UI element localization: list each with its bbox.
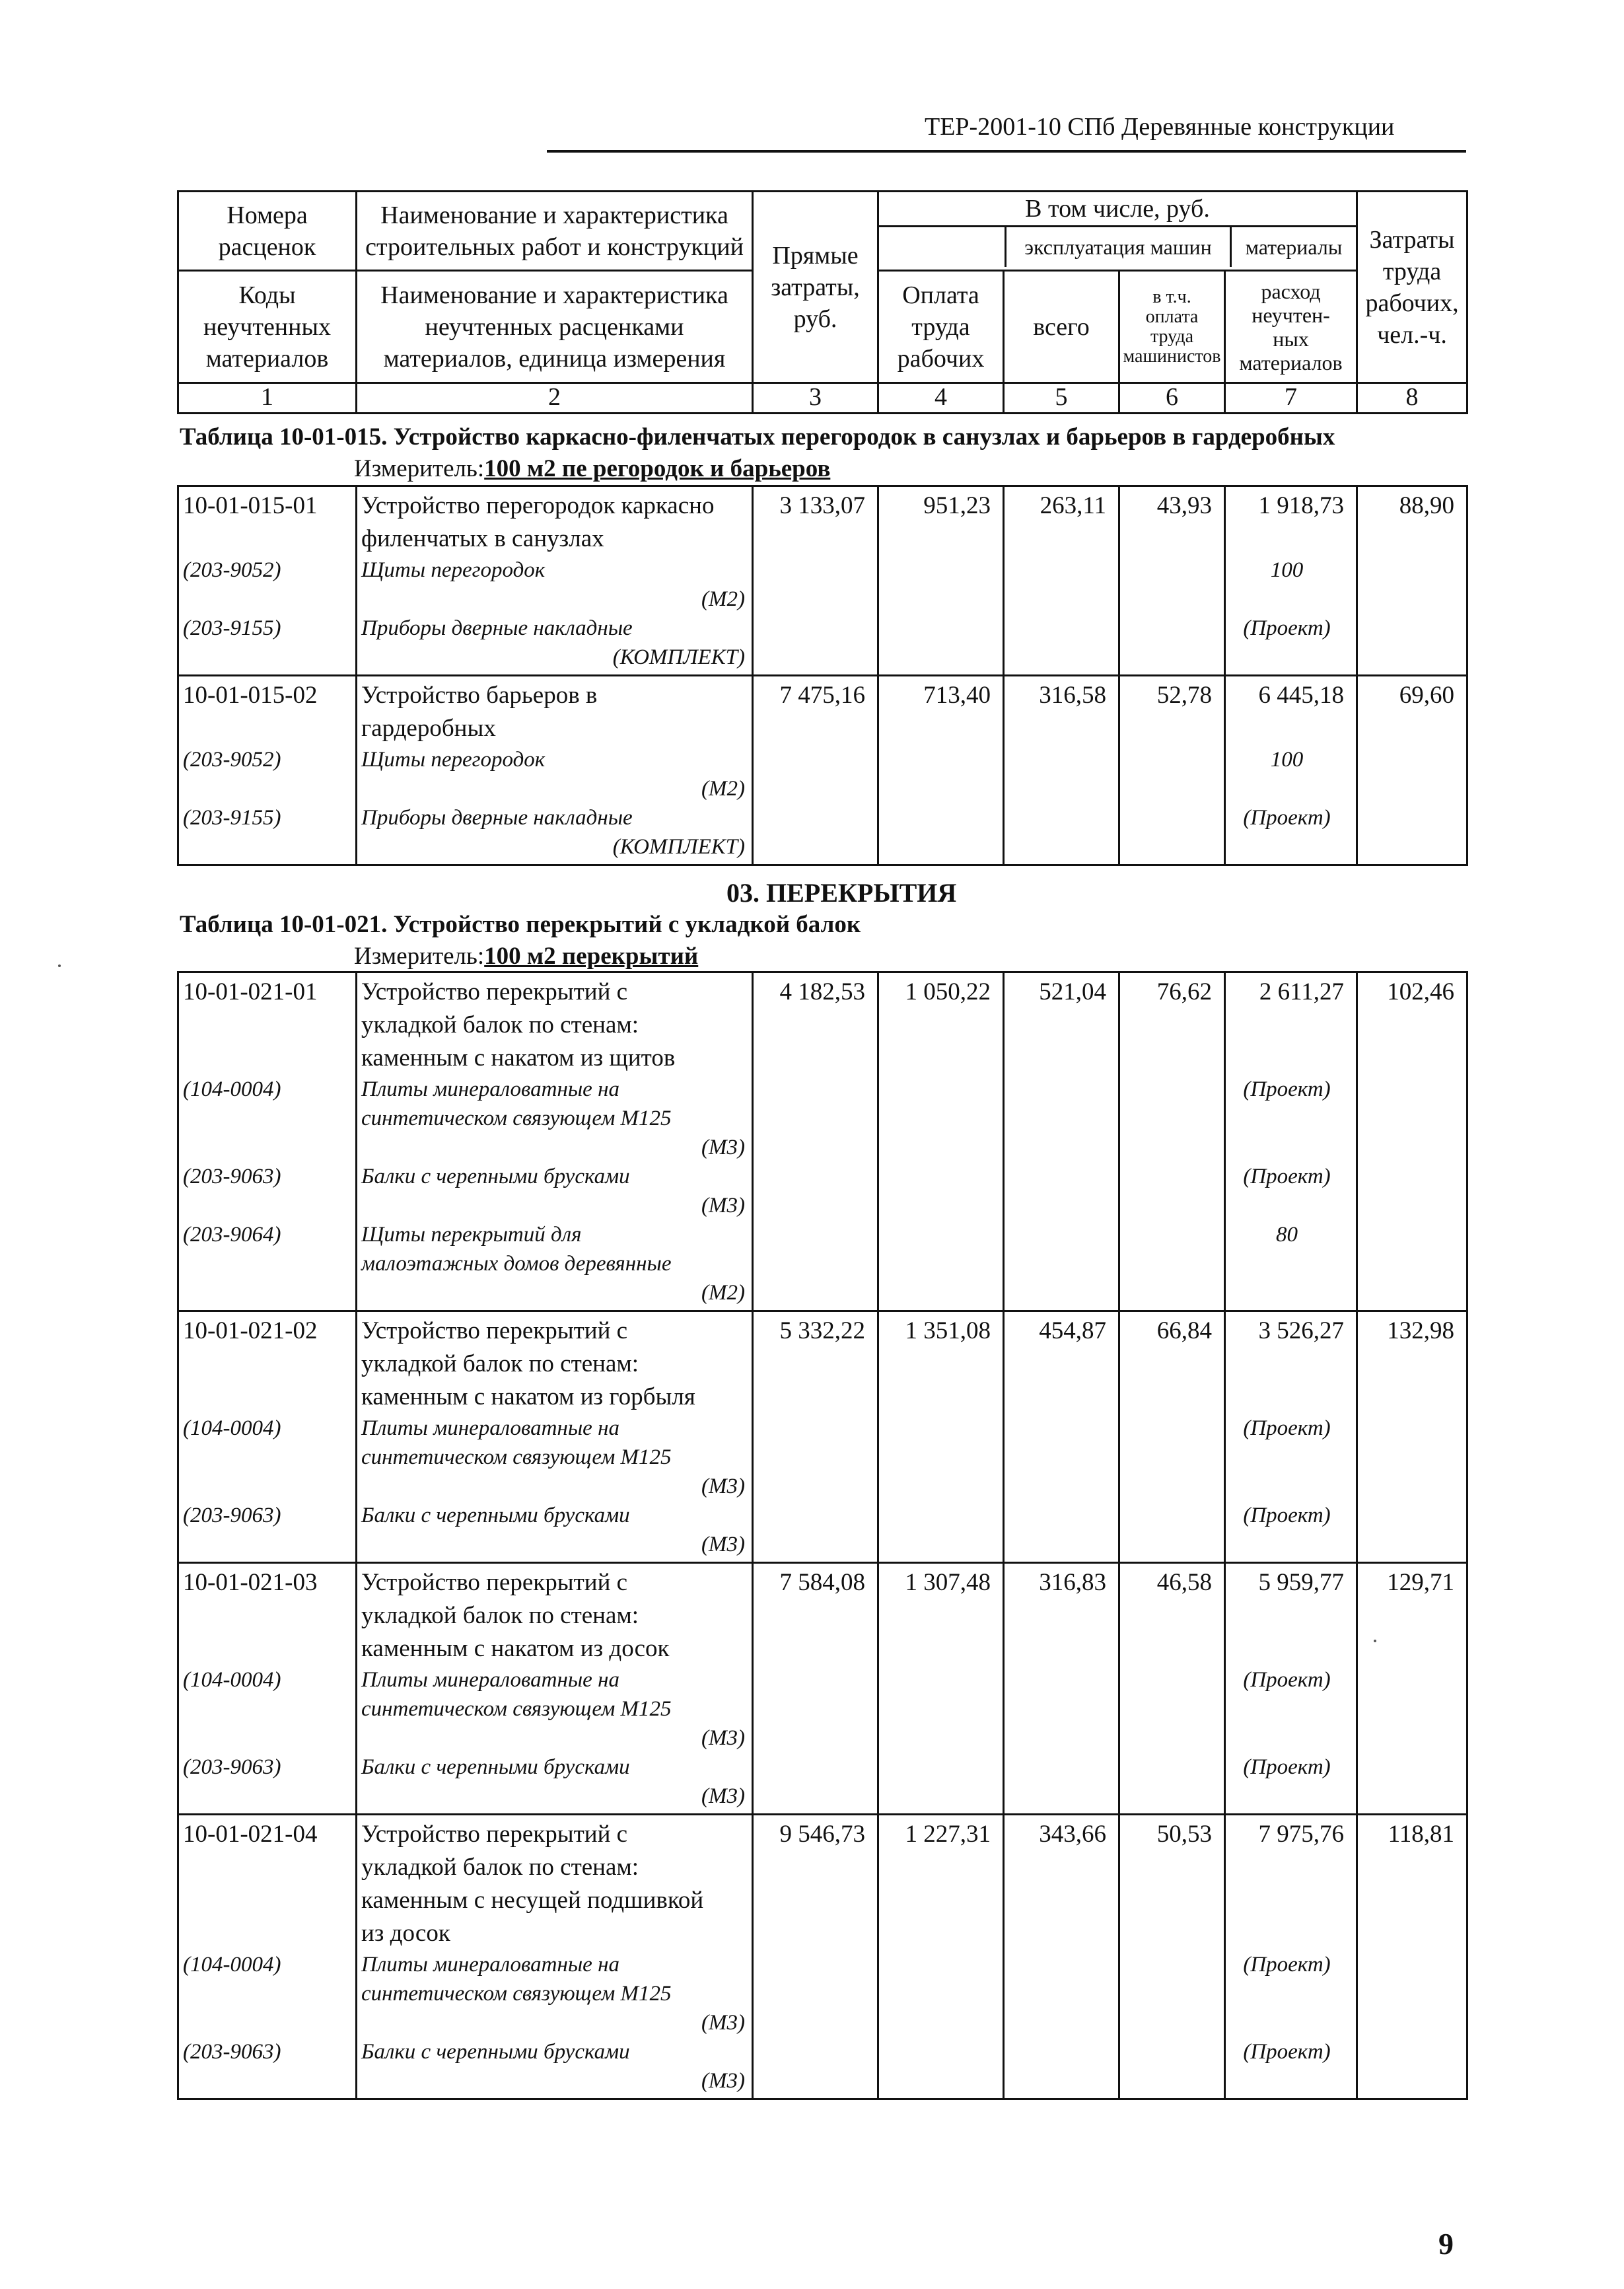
material-name: Балки с черепными брусками	[361, 1165, 630, 1188]
work-name-line: укладкой балок по стенам:	[361, 1350, 639, 1377]
direct-cost: 9 546,73	[779, 1821, 865, 1848]
column-header-table	[177, 190, 1468, 414]
operator-labor-cost-cell	[1119, 1311, 1225, 1563]
material-name: малоэтажных домов деревянные	[361, 1252, 672, 1276]
table-015-caption: Таблица 10-01-015. Устройство каркасно-филенчатых перегородок в санузлах и барьеров в гардеробных	[180, 423, 1335, 451]
operator-labor-cost: 66,84	[1156, 1317, 1212, 1344]
header-rule	[547, 150, 1466, 153]
operator-labor-cost-cell	[1119, 972, 1225, 1311]
work-name-line: укладкой балок по стенам:	[361, 1602, 639, 1629]
materials-cost: 6 445,18	[1258, 682, 1344, 709]
materials-cost-cell	[1225, 486, 1357, 676]
col1-header-top: Номера расценок	[178, 192, 357, 271]
material-name: синтетическом связующем М125	[361, 1697, 672, 1721]
material-value: (Проект)	[1243, 1504, 1331, 1527]
rate-code: 10-01-021-02	[183, 1317, 318, 1344]
material-unit: (КОМПЛЕКТ)	[612, 835, 745, 859]
direct-cost-cell	[753, 972, 878, 1311]
material-value: 100	[1270, 558, 1304, 582]
direct-cost-cell	[753, 486, 878, 676]
material-name: Плиты минераловатные на	[361, 1077, 619, 1101]
table-row	[178, 486, 1467, 676]
material-unit: (М3)	[701, 1726, 745, 1750]
material-entry	[361, 614, 748, 672]
col1-header-bottom: Коды неучтенных материалов	[178, 271, 357, 383]
machine-cost-cell	[1004, 972, 1119, 1311]
material-entry	[361, 1075, 748, 1162]
material-value: (Проект)	[1243, 806, 1331, 830]
work-name-line: укладкой балок по стенам:	[361, 1011, 639, 1038]
material-unit: (М3)	[701, 1533, 745, 1556]
material-unit: (М2)	[701, 587, 745, 611]
material-name: Балки с черепными брусками	[361, 1504, 630, 1527]
col7-header: расход неучтен- ных материалов	[1225, 271, 1357, 383]
work-name-line: каменным с накатом из горбыля	[361, 1383, 695, 1410]
material-entry	[361, 1753, 748, 1811]
labor-hours: 129,71	[1387, 1569, 1454, 1596]
material-unit: (М2)	[701, 1281, 745, 1305]
material-code: (203-9052)	[183, 558, 281, 582]
scan-speck	[58, 964, 61, 967]
material-value: 100	[1270, 748, 1304, 772]
material-value: (Проект)	[1243, 1165, 1331, 1188]
material-value: (Проект)	[1243, 2040, 1331, 2064]
material-unit: (М3)	[701, 2011, 745, 2035]
material-name: Приборы дверные накладные	[361, 616, 633, 640]
material-code: (104-0004)	[183, 1077, 281, 1101]
col2-header-top: Наименование и характеристика строительных работ и конструкций	[357, 192, 753, 271]
material-name: Щиты перекрытий для	[361, 1223, 582, 1247]
materials-cost: 5 959,77	[1258, 1569, 1344, 1596]
col2-header-bottom: Наименование и характеристика неучтенных расценками материалов, единица измерения	[357, 271, 753, 383]
operator-labor-cost: 43,93	[1156, 492, 1212, 519]
materials-cost: 7 975,76	[1258, 1821, 1344, 1848]
rate-code: 10-01-015-01	[183, 492, 318, 519]
operator-labor-cost: 76,62	[1156, 978, 1212, 1005]
work-name-cell	[357, 1311, 753, 1563]
rate-code: 10-01-021-01	[183, 978, 318, 1005]
machine-cost: 343,66	[1039, 1821, 1106, 1848]
labor-cost: 1 351,08	[905, 1317, 991, 1344]
rate-code: 10-01-015-02	[183, 682, 318, 709]
material-code: (203-9063)	[183, 1755, 281, 1779]
machine-cost: 316,58	[1039, 682, 1106, 709]
direct-cost: 7 475,16	[779, 682, 865, 709]
machine-cost: 521,04	[1039, 978, 1106, 1005]
direct-cost: 7 584,08	[779, 1569, 865, 1596]
materials-cost: 3 526,27	[1258, 1317, 1344, 1344]
rate-code-cell	[178, 1311, 357, 1563]
table-015	[177, 485, 1468, 866]
labor-cost-cell	[878, 676, 1004, 865]
material-value: (Проект)	[1243, 616, 1331, 640]
material-code: (203-9063)	[183, 1165, 281, 1188]
material-name: Приборы дверные накладные	[361, 806, 633, 830]
operator-labor-cost: 46,58	[1156, 1569, 1212, 1596]
material-name: Щиты перегородок	[361, 558, 546, 582]
material-value: (Проект)	[1243, 1416, 1331, 1440]
machine-cost: 454,87	[1039, 1317, 1106, 1344]
labor-hours-cell	[1357, 1815, 1467, 2099]
table-021	[177, 971, 1468, 2100]
direct-cost: 3 133,07	[779, 492, 865, 519]
work-name-line: каменным с накатом из щитов	[361, 1044, 676, 1072]
table-row	[178, 972, 1467, 1311]
work-name-line: Устройство барьеров в	[361, 682, 598, 709]
work-name-line: из досок	[361, 1920, 450, 1947]
material-unit: (М3)	[701, 1474, 745, 1498]
machine-cost-cell	[1004, 676, 1119, 865]
material-unit: (М3)	[701, 1194, 745, 1217]
work-name-cell	[357, 486, 753, 676]
table-021-measure: Измеритель:100 м2 перекрытий	[354, 943, 699, 970]
work-name-line: гардеробных	[361, 715, 496, 742]
machine-cost-cell	[1004, 486, 1119, 676]
material-entry	[361, 745, 748, 803]
labor-hours: 88,90	[1399, 492, 1454, 519]
labor-cost: 1 050,22	[905, 978, 991, 1005]
rate-code-cell	[178, 1815, 357, 2099]
material-entry	[361, 803, 748, 861]
operator-labor-cost-cell	[1119, 486, 1225, 676]
material-code: (203-9155)	[183, 616, 281, 640]
table-021-caption: Таблица 10-01-021. Устройство перекрытий с укладкой балок	[180, 911, 861, 938]
machine-cost: 316,83	[1039, 1569, 1106, 1596]
operator-labor-cost: 50,53	[1156, 1821, 1212, 1848]
labor-cost: 951,23	[923, 492, 991, 519]
rate-code: 10-01-021-03	[183, 1569, 318, 1596]
labor-hours-cell	[1357, 1311, 1467, 1563]
labor-cost: 713,40	[923, 682, 991, 709]
work-name-line: Устройство перегородок каркасно	[361, 492, 715, 519]
material-code: (203-9155)	[183, 806, 281, 830]
labor-hours-cell	[1357, 676, 1467, 865]
material-code: (104-0004)	[183, 1668, 281, 1692]
machine-cost-cell	[1004, 1815, 1119, 2099]
material-entry	[361, 1665, 748, 1753]
material-code: (203-9063)	[183, 2040, 281, 2064]
materials-cost-cell	[1225, 1815, 1357, 2099]
labor-hours-cell	[1357, 486, 1467, 676]
rate-code-cell	[178, 486, 357, 676]
rate-code-cell	[178, 972, 357, 1311]
material-unit: (М2)	[701, 777, 745, 801]
labor-cost-cell	[878, 1563, 1004, 1815]
material-code: (203-9063)	[183, 1504, 281, 1527]
material-value: (Проект)	[1243, 1668, 1331, 1692]
labor-hours-cell	[1357, 1563, 1467, 1815]
column-numbers-row: 1 2 3 4 5 6 7 8	[178, 383, 1467, 414]
labor-hours: 132,98	[1387, 1317, 1454, 1344]
material-code: (203-9064)	[183, 1223, 281, 1247]
material-unit: (М3)	[701, 2069, 745, 2093]
materials-cost-cell	[1225, 1311, 1357, 1563]
labor-cost: 1 227,31	[905, 1821, 991, 1848]
material-name: Плиты минераловатные на	[361, 1416, 619, 1440]
machine-cost: 263,11	[1040, 492, 1106, 519]
scan-speck	[1374, 1640, 1376, 1642]
material-entry	[361, 1414, 748, 1501]
material-code: (104-0004)	[183, 1953, 281, 1977]
material-entry	[361, 1220, 748, 1307]
material-entry	[361, 2037, 748, 2095]
work-name-line: укладкой балок по стенам:	[361, 1854, 639, 1881]
work-name-line: Устройство перекрытий с	[361, 1317, 628, 1344]
work-name-cell	[357, 1563, 753, 1815]
machine-cost-cell	[1004, 1563, 1119, 1815]
table-row	[178, 1311, 1467, 1563]
direct-cost: 5 332,22	[779, 1317, 865, 1344]
material-value: (Проект)	[1243, 1077, 1331, 1101]
work-name-line: Устройство перекрытий с	[361, 978, 628, 1005]
material-entry	[361, 1950, 748, 2037]
work-name-line: каменным с накатом из досок	[361, 1635, 670, 1662]
materials-cost: 2 611,27	[1259, 978, 1344, 1005]
material-name: синтетическом связующем М125	[361, 1982, 672, 2006]
direct-cost-cell	[753, 676, 878, 865]
material-entry	[361, 1162, 748, 1220]
materials-cost-cell	[1225, 972, 1357, 1311]
material-name: Балки с черепными брусками	[361, 2040, 630, 2064]
labor-cost-cell	[878, 1815, 1004, 2099]
labor-hours: 102,46	[1387, 978, 1454, 1005]
rate-code: 10-01-021-04	[183, 1821, 318, 1848]
work-name-line: каменным с несущей подшивкой	[361, 1887, 704, 1914]
work-name-cell	[357, 1815, 753, 2099]
labor-cost: 1 307,48	[905, 1569, 991, 1596]
direct-cost-cell	[753, 1563, 878, 1815]
labor-cost-cell	[878, 486, 1004, 676]
materials-cost-cell	[1225, 1563, 1357, 1815]
material-entry	[361, 1501, 748, 1559]
labor-hours: 69,60	[1399, 682, 1454, 709]
table-015-measure: Измеритель:100 м2 пе регородок и барьеров	[354, 455, 831, 482]
col6-header: в т.ч. оплата труда машинистов	[1119, 271, 1225, 383]
work-name-cell	[357, 676, 753, 865]
direct-cost-cell	[753, 1311, 878, 1563]
material-unit: (М3)	[701, 1784, 745, 1808]
rate-code-cell	[178, 676, 357, 865]
materials-cost: 1 918,73	[1258, 492, 1344, 519]
material-value: (Проект)	[1243, 1953, 1331, 1977]
material-value: 80	[1276, 1223, 1298, 1247]
labor-hours-cell	[1357, 972, 1467, 1311]
labor-cost-cell	[878, 972, 1004, 1311]
labor-hours: 118,81	[1388, 1821, 1454, 1848]
labor-cost-cell	[878, 1311, 1004, 1563]
work-name-line: филенчатых в санузлах	[361, 525, 604, 552]
work-name-line: Устройство перекрытий с	[361, 1569, 628, 1596]
materials-cost-cell	[1225, 676, 1357, 865]
material-name: Плиты минераловатные на	[361, 1668, 619, 1692]
material-name: синтетическом связующем М125	[361, 1445, 672, 1469]
table-row	[178, 1815, 1467, 2099]
col4-header: Оплата труда рабочих	[878, 271, 1004, 383]
material-name: Щиты перегородок	[361, 748, 546, 772]
material-unit: (КОМПЛЕКТ)	[612, 645, 745, 669]
material-code: (104-0004)	[183, 1416, 281, 1440]
table-row	[178, 676, 1467, 865]
page-number: 9	[1438, 2227, 1454, 2261]
direct-cost: 4 182,53	[779, 978, 865, 1005]
material-name: синтетическом связующем М125	[361, 1107, 672, 1130]
direct-cost-cell	[753, 1815, 878, 2099]
material-code: (203-9052)	[183, 748, 281, 772]
table-row	[178, 1563, 1467, 1815]
operator-labor-cost-cell	[1119, 1563, 1225, 1815]
work-name-cell	[357, 972, 753, 1311]
rate-code-cell	[178, 1563, 357, 1815]
machine-cost-cell	[1004, 1311, 1119, 1563]
material-value: (Проект)	[1243, 1755, 1331, 1779]
section-title: 03. ПЕРЕКРЫТИЯ	[726, 878, 957, 908]
work-name-line: Устройство перекрытий с	[361, 1821, 628, 1848]
operator-labor-cost: 52,78	[1156, 682, 1212, 709]
operator-labor-cost-cell	[1119, 1815, 1225, 2099]
operator-labor-cost-cell	[1119, 676, 1225, 865]
col8-header: Затраты труда рабочих, чел.-ч.	[1357, 192, 1467, 383]
material-name: Плиты минераловатные на	[361, 1953, 619, 1977]
material-unit: (М3)	[701, 1136, 745, 1159]
material-name: Балки с черепными брусками	[361, 1755, 630, 1779]
running-title: ТЕР-2001-10 СПб Деревянные конструкции	[925, 113, 1395, 141]
material-entry	[361, 556, 748, 614]
col3-header: Прямые затраты, руб.	[753, 192, 878, 383]
col5-header: всего	[1004, 271, 1119, 383]
group-header: В том числе, руб. эксплуатация машин материалы	[878, 192, 1357, 271]
